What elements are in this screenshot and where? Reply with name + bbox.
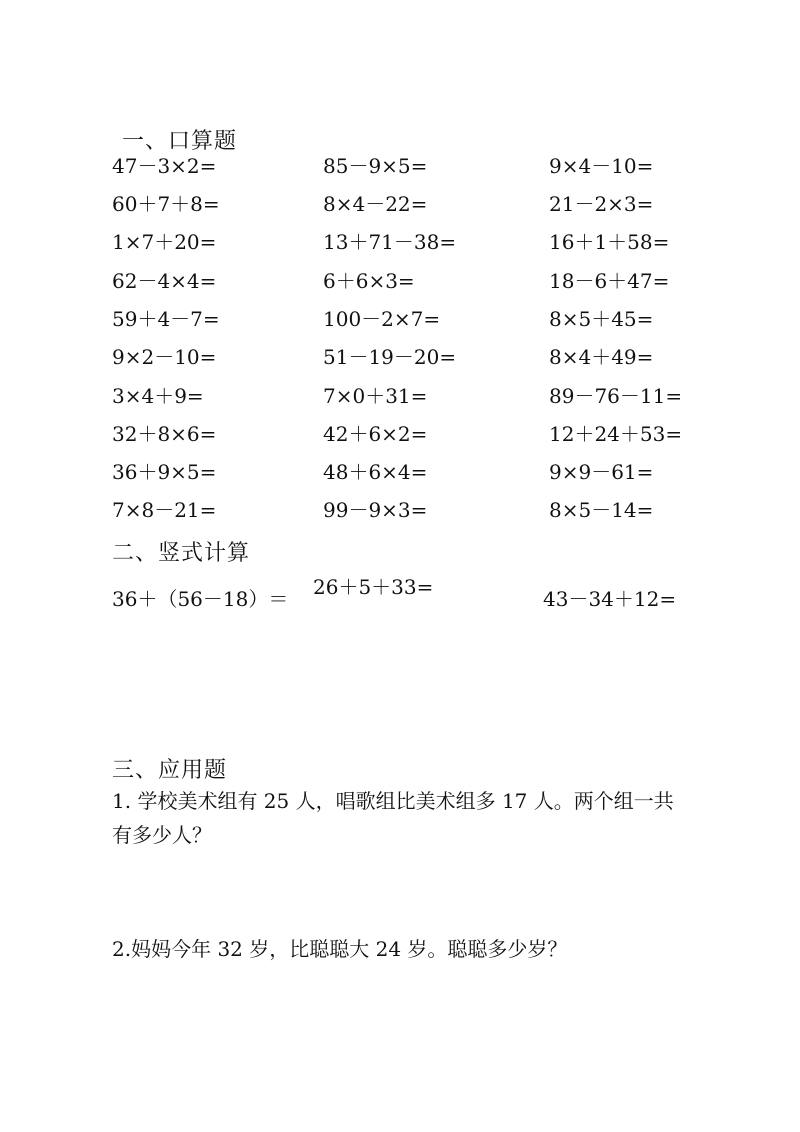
expr-r3-c1: 1×7＋20= bbox=[112, 230, 217, 254]
expr-r7-c2: 7×0＋31= bbox=[323, 384, 428, 408]
expr-r3-c2: 13＋71－38= bbox=[323, 230, 457, 254]
word-problem-2: 2.妈妈今年 32 岁，比聪聪大 24 岁。聪聪多少岁？ bbox=[112, 937, 568, 961]
expr-r6-c1: 9×2－10= bbox=[112, 345, 217, 369]
expr-r6-c3: 8×4＋49= bbox=[549, 345, 654, 369]
section-1-title: 一、口算题 bbox=[122, 129, 238, 154]
expr-r5-c3: 8×5＋45= bbox=[549, 307, 654, 331]
expr-r7-c3: 89－76－11= bbox=[549, 384, 683, 408]
expr-r10-c1: 7×8－21= bbox=[112, 498, 217, 522]
expr-r8-c1: 32＋8×6= bbox=[112, 422, 217, 446]
expr-r8-c3: 12＋24＋53= bbox=[549, 422, 683, 446]
expr-r1-c2: 85－9×5= bbox=[323, 154, 428, 178]
section-2-title: 二、竖式计算 bbox=[112, 541, 251, 566]
expr-r10-c3: 8×5－14= bbox=[549, 498, 654, 522]
expr-r8-c2: 42＋6×2= bbox=[323, 422, 428, 446]
expr-r5-c2: 100－2×7= bbox=[323, 307, 441, 331]
expr-r10-c2: 99－9×3= bbox=[323, 498, 428, 522]
expr-r5-c1: 59＋4－7= bbox=[112, 307, 220, 331]
expr-r4-c3: 18－6＋47= bbox=[549, 269, 670, 293]
expr-r7-c1: 3×4＋9= bbox=[112, 384, 204, 408]
expr-r9-c2: 48＋6×4= bbox=[323, 460, 428, 484]
expr-r4-c1: 62－4×4= bbox=[112, 269, 217, 293]
vertical-calc-2: 26＋5＋33= bbox=[313, 575, 434, 599]
word-problem-1: 1. 学校美术组有 25 人，唱歌组比美术组多 17 人。两个组一共有多少人？ bbox=[112, 789, 674, 847]
expr-r3-c3: 16＋1＋58= bbox=[549, 230, 670, 254]
expr-r2-c3: 21－2×3= bbox=[549, 192, 654, 216]
expr-r6-c2: 51－19－20= bbox=[323, 345, 457, 369]
expr-r1-c3: 9×4－10= bbox=[549, 154, 654, 178]
section-3-title: 三、应用题 bbox=[112, 758, 228, 783]
vertical-calc-1: 36＋（56－18）＝ bbox=[112, 587, 289, 611]
expr-r9-c1: 36＋9×5= bbox=[112, 460, 217, 484]
expr-r4-c2: 6＋6×3= bbox=[323, 269, 415, 293]
expr-r2-c2: 8×4－22= bbox=[323, 192, 428, 216]
expr-r2-c1: 60＋7＋8= bbox=[112, 192, 220, 216]
vertical-calc-3: 43－34＋12= bbox=[543, 587, 677, 611]
expr-r1-c1: 47－3×2= bbox=[112, 154, 217, 178]
expr-r9-c3: 9×9－61= bbox=[549, 460, 654, 484]
